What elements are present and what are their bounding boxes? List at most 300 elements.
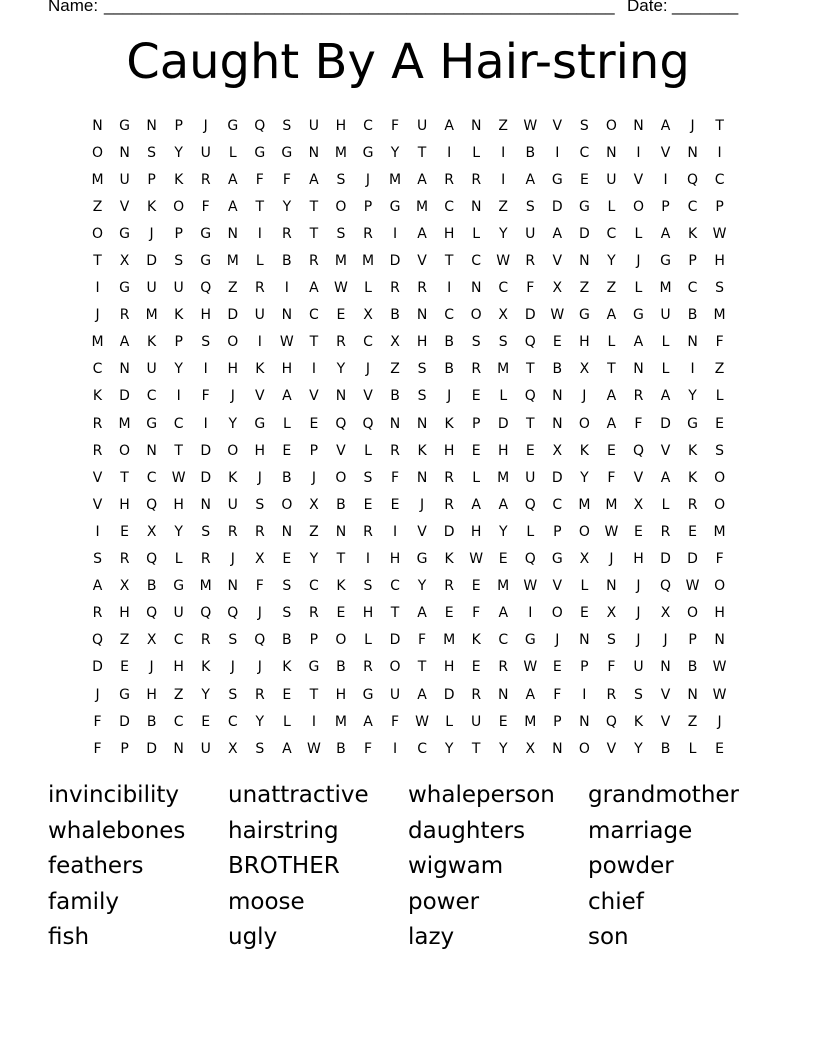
grid-letter: I [528, 605, 533, 622]
grid-letter: J [230, 388, 235, 405]
grid-letter: T [336, 551, 346, 568]
grid-letter: N [200, 496, 211, 513]
grid-letter: A [92, 578, 103, 595]
grid-letter: S [417, 361, 427, 378]
grid-letter: I [95, 280, 100, 297]
grid-letter: Y [201, 686, 210, 703]
grid-letter: L [228, 144, 237, 161]
grid-letter: N [714, 632, 725, 649]
word-list-item: hairstring [228, 817, 339, 844]
grid-letter: N [470, 280, 482, 297]
grid-letter: F [391, 117, 400, 134]
grid-letter: J [230, 551, 235, 568]
grid-letter: R [498, 659, 509, 676]
grid-letter: J [636, 605, 641, 622]
grid-letter: N [92, 117, 103, 134]
grid-letter: B [336, 496, 346, 513]
grid-letter: J [636, 578, 641, 595]
grid-letter: R [336, 334, 346, 351]
grid-letter: H [497, 442, 509, 459]
grid-letter: P [553, 713, 562, 730]
grid-letter: Z [714, 361, 725, 378]
grid-letter: F [553, 686, 562, 703]
grid-letter: B [444, 361, 454, 378]
grid-letter: M [443, 632, 456, 649]
grid-letter: Y [498, 225, 508, 242]
grid-letter: P [309, 442, 319, 459]
grid-letter: T [417, 144, 427, 161]
grid-letter: E [525, 442, 535, 459]
grid-letter: C [471, 253, 482, 270]
grid-letter: X [363, 307, 373, 324]
grid-letter: L [526, 523, 535, 540]
grid-letter: G [578, 307, 590, 324]
header [48, 0, 748, 20]
grid-letter: S [498, 334, 508, 351]
grid-letter: D [200, 442, 212, 459]
grid-letter: N [227, 225, 238, 242]
grid-letter: L [364, 280, 372, 297]
grid-letter: L [661, 361, 670, 378]
grid-letter: R [444, 469, 454, 486]
grid-letter: K [417, 442, 427, 459]
grid-letter: S [336, 171, 346, 188]
grid-letter: S [228, 632, 238, 649]
grid-letter: Z [309, 523, 319, 540]
grid-letter: T [444, 253, 454, 270]
grid-letter: W [712, 686, 727, 703]
grid-letter: I [203, 415, 208, 432]
grid-letter: O [714, 578, 726, 595]
grid-letter: M [226, 253, 239, 270]
grid-letter: S [715, 442, 725, 459]
grid-letter: I [203, 361, 208, 378]
grid-letter: J [663, 632, 668, 649]
grid-letter: L [364, 632, 372, 649]
grid-letter: U [200, 144, 211, 161]
page-title: Caught By A Hair-string [126, 34, 690, 90]
grid-letter: R [444, 496, 454, 513]
grid-letter: N [687, 144, 698, 161]
grid-letter: G [119, 686, 130, 703]
grid-letter: C [687, 198, 698, 215]
grid-letter: S [634, 686, 643, 703]
grid-letter: A [417, 225, 427, 242]
grid-letter: E [715, 415, 725, 432]
grid-letter: B [146, 578, 157, 595]
grid-letter: R [363, 523, 373, 540]
grid-letter: M [91, 171, 104, 188]
grid-letter: I [311, 713, 316, 730]
grid-letter: C [309, 578, 319, 595]
grid-letter: P [309, 632, 319, 649]
grid-letter: U [146, 280, 157, 297]
grid-letter: Y [174, 144, 183, 161]
grid-letter: S [201, 334, 211, 351]
grid-letter: E [471, 388, 481, 405]
grid-letter: O [335, 469, 347, 486]
grid-letter: T [174, 442, 183, 459]
grid-letter: N [687, 334, 698, 351]
grid-letter: I [501, 171, 506, 188]
grid-letter: R [606, 686, 617, 703]
word-list-item: chief [588, 888, 644, 915]
grid-letter: I [95, 523, 100, 540]
grid-letter: U [200, 740, 211, 757]
grid-letter: V [552, 117, 563, 134]
word-list-item: daughters [408, 817, 526, 844]
grid-letter: A [227, 198, 238, 215]
grid-letter: N [579, 253, 590, 270]
word-list-item: feathers [48, 853, 144, 879]
grid-letter: A [363, 713, 373, 730]
grid-letter: R [281, 225, 292, 242]
grid-letter: E [444, 605, 454, 622]
grid-letter: C [390, 578, 400, 595]
grid-letter: S [363, 469, 373, 486]
grid-letter: Z [92, 198, 103, 215]
grid-letter: T [715, 117, 724, 134]
grid-letter: U [633, 659, 644, 676]
grid-letter: Z [687, 713, 698, 730]
grid-letter: J [690, 117, 695, 134]
grid-letter: I [636, 144, 641, 161]
grid-letter: K [471, 632, 481, 649]
grid-letter: N [416, 307, 428, 324]
grid-letter: G [227, 117, 239, 134]
grid-letter: F [391, 469, 400, 486]
grid-letter: T [417, 659, 427, 676]
grid-letter: L [607, 198, 616, 215]
grid-letter: E [390, 496, 400, 513]
grid-letter: V [606, 740, 617, 757]
grid-letter: F [607, 659, 616, 676]
grid-letter: U [227, 496, 238, 513]
grid-letter: B [444, 334, 454, 351]
grid-letter: K [336, 578, 346, 595]
grid-letter: V [309, 388, 319, 405]
grid-letter: W [712, 659, 727, 676]
grid-letter: H [173, 659, 184, 676]
grid-letter: X [309, 496, 319, 513]
grid-letter: N [146, 117, 157, 134]
grid-letter: A [417, 605, 427, 622]
grid-letter: H [173, 496, 184, 513]
grid-letter: C [687, 280, 698, 297]
grid-letter: W [415, 713, 429, 730]
grid-letter: Q [605, 713, 617, 730]
grid-letter: K [255, 361, 265, 378]
grid-letter: Q [146, 551, 158, 568]
grid-letter: D [497, 415, 509, 432]
grid-letter: S [606, 632, 616, 649]
grid-letter: Z [390, 361, 400, 378]
grid-letter: E [579, 605, 589, 622]
grid-letter: G [254, 415, 266, 432]
grid-letter: O [632, 198, 644, 215]
name-label: Name: [48, 0, 99, 15]
grid-letter: F [201, 388, 210, 405]
grid-letter: V [417, 253, 427, 270]
grid-letter: H [335, 117, 347, 134]
grid-letter: C [227, 713, 238, 730]
grid-letter: G [308, 659, 320, 676]
grid-letter: T [309, 334, 319, 351]
grid-letter: N [335, 388, 347, 405]
grid-letter: H [579, 334, 590, 351]
grid-letter: I [690, 361, 695, 378]
grid-letter: C [363, 117, 373, 134]
grid-letter: X [119, 253, 130, 270]
grid-letter: V [255, 388, 265, 405]
grid-letter: M [578, 496, 591, 513]
grid-letter: J [203, 117, 208, 134]
grid-letter: E [282, 551, 292, 568]
grid-letter: N [146, 442, 157, 459]
grid-letter: P [661, 198, 670, 215]
grid-letter: X [552, 280, 563, 297]
grid-letter: O [389, 659, 401, 676]
grid-letter: G [200, 225, 212, 242]
grid-letter: C [92, 361, 103, 378]
grid-letter: X [606, 605, 617, 622]
grid-letter: C [173, 713, 184, 730]
grid-letter: L [634, 280, 643, 297]
grid-letter: S [282, 117, 292, 134]
grid-letter: D [660, 551, 671, 568]
grid-letter: A [525, 686, 536, 703]
grid-letter: C [173, 415, 184, 432]
grid-letter: M [497, 469, 510, 486]
grid-letter: J [149, 225, 154, 242]
grid-letter: Q [200, 605, 212, 622]
grid-letter: C [173, 632, 184, 649]
grid-letter: D [443, 523, 455, 540]
grid-letter: W [604, 523, 619, 540]
grid-letter: B [552, 361, 563, 378]
grid-letter: R [444, 171, 454, 188]
grid-letter: O [227, 334, 239, 351]
grid-letter: X [525, 740, 536, 757]
grid-letter: Y [444, 740, 454, 757]
grid-letter: H [146, 686, 157, 703]
grid-letter: L [472, 225, 481, 242]
grid-letter: F [418, 632, 427, 649]
grid-letter: R [200, 171, 211, 188]
grid-letter: S [579, 117, 589, 134]
grid-letter: R [363, 659, 373, 676]
grid-letter: Y [336, 361, 346, 378]
grid-letter: K [174, 171, 184, 188]
grid-letter: C [606, 225, 617, 242]
grid-letter: M [713, 523, 726, 540]
grid-letter: I [501, 144, 506, 161]
grid-letter: R [309, 605, 319, 622]
grid-letter: R [471, 171, 482, 188]
grid-letter: E [715, 740, 725, 757]
grid-letter: L [255, 253, 264, 270]
grid-letter: V [660, 713, 671, 730]
grid-letter: W [279, 334, 294, 351]
grid-letter: C [146, 388, 157, 405]
grid-letter: U [173, 605, 184, 622]
grid-letter: W [469, 551, 484, 568]
grid-letter: D [687, 551, 698, 568]
grid-letter: G [551, 171, 563, 188]
grid-letter: J [230, 659, 235, 676]
grid-letter: Q [254, 117, 266, 134]
grid-letter: J [257, 659, 262, 676]
word-list-item: son [588, 924, 629, 950]
grid-letter: P [688, 253, 697, 270]
grid-letter: A [660, 117, 671, 134]
grid-letter: J [447, 388, 452, 405]
grid-letter: S [93, 551, 102, 568]
grid-letter: Q [632, 442, 644, 459]
grid-letter: G [687, 415, 698, 432]
grid-letter: G [119, 280, 130, 297]
grid-letter: Y [228, 415, 238, 432]
grid-letter: W [306, 740, 321, 757]
grid-letter: X [390, 334, 400, 351]
grid-letter: B [282, 469, 292, 486]
grid-letter: K [282, 659, 292, 676]
grid-letter: F [255, 171, 264, 188]
grid-letter: G [416, 551, 428, 568]
grid-letter: N [660, 659, 671, 676]
grid-letter: A [227, 171, 238, 188]
grid-letter: V [363, 388, 373, 405]
grid-letter: R [525, 253, 536, 270]
grid-letter: J [636, 632, 641, 649]
grid-letter: Z [119, 632, 130, 649]
grid-letter: D [146, 253, 157, 270]
grid-letter: E [471, 442, 481, 459]
grid-letter: X [119, 578, 130, 595]
grid-letter: L [472, 469, 481, 486]
grid-letter: K [147, 334, 157, 351]
grid-letter: B [146, 713, 157, 730]
grid-letter: M [713, 307, 726, 324]
grid-letter: B [687, 659, 698, 676]
grid-letter: O [281, 496, 293, 513]
grid-letter: R [363, 225, 373, 242]
grid-letter: W [685, 578, 700, 595]
grid-letter: Y [282, 198, 292, 215]
grid-letter: Q [524, 496, 536, 513]
grid-letter: Y [607, 253, 616, 270]
grid-letter: U [254, 307, 265, 324]
grid-letter: F [363, 740, 373, 757]
grid-letter: R [471, 686, 482, 703]
grid-letter: H [470, 523, 482, 540]
grid-letter: T [255, 198, 265, 215]
grid-letter: N [119, 361, 130, 378]
grid-letter: Z [498, 117, 509, 134]
grid-letter: N [335, 523, 347, 540]
grid-letter: G [281, 144, 293, 161]
grid-letter: X [579, 361, 590, 378]
grid-letter: D [578, 225, 590, 242]
grid-letter: L [499, 388, 508, 405]
grid-letter: A [471, 496, 481, 513]
grid-letter: T [525, 415, 535, 432]
grid-letter: H [389, 551, 401, 568]
grid-letter: Z [498, 198, 509, 215]
grid-letter: E [282, 686, 292, 703]
grid-letter: E [579, 171, 589, 188]
grid-letter: U [389, 686, 401, 703]
grid-letter: Y [255, 713, 265, 730]
grid-letter: S [201, 523, 211, 540]
grid-letter: U [119, 171, 130, 188]
grid-letter: K [228, 469, 238, 486]
grid-letter: H [714, 605, 725, 622]
grid-letter: R [200, 632, 211, 649]
grid-letter: V [336, 442, 346, 459]
grid-letter: H [119, 605, 130, 622]
grid-letter: I [311, 361, 316, 378]
grid-letter: I [176, 388, 181, 405]
grid-letter: C [498, 632, 509, 649]
grid-letter: N [281, 307, 293, 324]
grid-letter: H [362, 605, 374, 622]
grid-letter: C [579, 144, 590, 161]
grid-letter: A [282, 388, 292, 405]
grid-letter: D [660, 415, 671, 432]
grid-letter: B [525, 144, 536, 161]
grid-letter: O [687, 605, 699, 622]
grid-letter: S [282, 605, 292, 622]
grid-letter: N [497, 686, 509, 703]
word-list-item: lazy [408, 924, 455, 950]
grid-letter: R [390, 442, 400, 459]
grid-letter: P [688, 632, 697, 649]
grid-letter: C [309, 307, 319, 324]
grid-letter: Q [146, 605, 158, 622]
grid-letter: C [363, 334, 373, 351]
grid-letter: P [174, 117, 183, 134]
grid-letter: I [582, 686, 587, 703]
grid-letter: V [633, 469, 644, 486]
grid-letter: G [173, 578, 185, 595]
grid-letter: T [309, 225, 319, 242]
grid-letter: N [552, 740, 563, 757]
grid-letter: X [146, 632, 157, 649]
grid-letter: L [661, 496, 670, 513]
grid-letter: N [308, 144, 320, 161]
grid-letter: F [201, 198, 210, 215]
grid-letter: U [606, 171, 617, 188]
grid-letter: Z [173, 686, 184, 703]
grid-letter: O [335, 198, 347, 215]
grid-letter: N [579, 632, 590, 649]
letter-grid [84, 112, 733, 762]
grid-letter: U [660, 307, 671, 324]
grid-letter: A [498, 605, 509, 622]
grid-letter: M [497, 578, 510, 595]
grid-letter: C [714, 171, 725, 188]
grid-letter: Q [362, 415, 374, 432]
grid-letter: V [417, 523, 427, 540]
grid-letter: Q [524, 388, 536, 405]
grid-letter: E [606, 442, 616, 459]
grid-letter: R [390, 280, 400, 297]
grid-letter: U [525, 225, 536, 242]
grid-letter: L [580, 578, 589, 595]
grid-letter: V [92, 496, 103, 513]
grid-letter: Q [335, 415, 347, 432]
